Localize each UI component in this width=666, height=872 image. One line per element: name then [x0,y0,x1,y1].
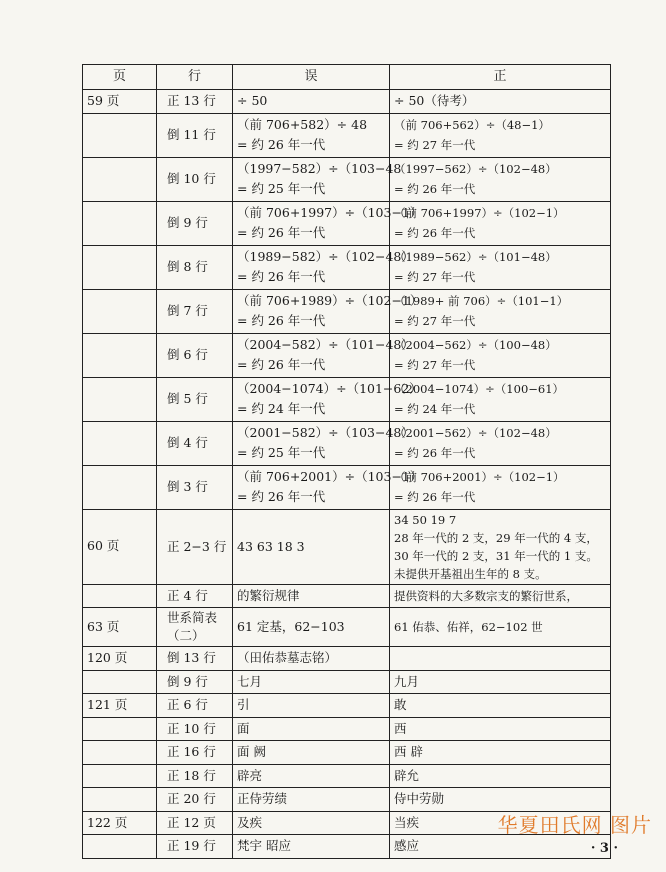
cell-correct [390,509,611,584]
wrong-line: 梵宇 昭应 [237,838,291,853]
cell-correct [390,670,611,694]
cell-line: 倒 7 行 [157,289,233,333]
table-row [83,157,611,201]
cell-page [83,788,157,812]
cell-page: 121 页 [83,694,157,718]
wrong-line: 引 [237,697,250,712]
correct-line: = 约 27 年一代 [394,314,476,328]
cell-page [83,717,157,741]
cell-wrong [233,245,414,289]
correct-line: 61 佑恭、佑祥，62−102 世 [394,619,543,634]
wrong-line: （前 706+2001）÷（103−1） [237,468,423,484]
table-row [83,694,611,718]
table-row [83,670,611,694]
cell-wrong [233,647,390,671]
correct-line: = 约 26 年一代 [394,182,476,196]
cell-correct [390,465,611,509]
cell-line: 正 19 行 [157,835,233,859]
correct-line: = 约 26 年一代 [394,226,476,240]
wrong-line: 及疾 [237,814,263,830]
correct-line: （前 706+562）÷（48−1） [394,117,550,132]
wrong-line: = 约 26 年一代 [237,313,326,328]
wrong-line: （1997−582）÷（103−48 [237,160,402,176]
cell-page [83,333,157,377]
wrong-line: （前 706+1997）÷（103−1） [237,204,423,220]
correct-line: （1989+ 前 706）÷（101−1） [394,293,569,308]
cell-page [83,421,157,465]
cell-page [83,584,157,608]
cell-page [83,157,157,201]
cell-wrong [233,694,390,718]
correct-line: 西 辟 [394,744,423,759]
watermark: 华夏田氏网 图片 [497,813,652,837]
cell-correct [390,741,611,765]
cell-line: 倒 4 行 [157,421,233,465]
cell-correct [390,113,611,157]
wrong-line: （2004−1074）÷（101−62） [237,380,422,396]
table-row [83,289,611,333]
wrong-line: = 约 26 年一代 [237,489,326,504]
wrong-line: 正侍劳绩 [237,791,288,806]
correct-line: 提供资料的大多数宗支的繁衍世系， [394,588,578,603]
correct-line: （前 706+2001）÷（102−1） [394,469,565,484]
cell-wrong [233,717,390,741]
cell-wrong [233,811,390,835]
table-row [83,608,611,647]
cell-wrong [233,608,390,647]
cell-correct [390,694,611,718]
cell-correct [390,764,611,788]
cell-line: 正 2−3 行 [157,509,233,584]
table-row [83,788,611,812]
correct-line: = 约 27 年一代 [394,138,476,152]
cell-page [83,201,157,245]
wrong-line: = 约 26 年一代 [237,357,326,372]
correct-line: = 约 24 年一代 [394,402,476,416]
cell-page [83,377,157,421]
table-row [83,333,611,377]
cell-wrong [233,333,414,377]
table-row [83,584,611,608]
cell-wrong [233,90,390,114]
wrong-line: = 约 26 年一代 [237,137,326,152]
correct-line: 未提供开基祖出生年的 8 支。 [394,566,547,581]
cell-wrong [233,835,390,859]
cell-wrong [233,465,423,509]
correct-line: （前 706+1997）÷（102−1） [394,205,565,220]
table-row [83,465,611,509]
table-row [83,201,611,245]
cell-line: 倒 6 行 [157,333,233,377]
cell-wrong [233,764,390,788]
cell-correct [390,333,611,377]
cell-line: 正 6 行 [157,694,233,718]
cell-correct [390,835,611,859]
cell-page [83,113,157,157]
cell-wrong [233,509,390,584]
wrong-line: = 约 24 年一代 [237,401,326,416]
cell-line: 倒 5 行 [157,377,233,421]
cell-wrong [233,377,422,421]
table-row [83,113,611,157]
wrong-line: 61 定基，62−103 [237,618,345,634]
cell-line: 世系简表（二） [157,608,233,647]
cell-wrong [233,788,390,812]
correct-line: 34 50 19 7 [394,512,457,527]
cell-line: 倒 11 行 [157,113,233,157]
table-row [83,764,611,788]
correct-line: = 约 26 年一代 [394,446,476,460]
cell-correct [390,584,611,608]
cell-correct [390,157,611,201]
correct-line: 当疾 [394,814,420,830]
wrong-line: （1989−582）÷（102−48） [237,248,414,264]
correct-line: 敢 [394,697,407,712]
cell-page: 122 页 [83,811,157,835]
errata-body [83,90,611,859]
wrong-line: 辟亮 [237,767,263,783]
cell-line: 倒 9 行 [157,201,233,245]
wrong-line: 面 阙 [237,744,266,759]
cell-correct [390,245,611,289]
wrong-line: ÷ 50 [237,93,268,108]
cell-wrong [233,157,402,201]
header-page: 页 [83,65,157,90]
table-row [83,717,611,741]
correct-line: 九月 [394,673,420,689]
wrong-line: 面 [237,720,250,736]
table-row [83,245,611,289]
cell-page [83,289,157,333]
page-number: · 3 · [590,841,618,856]
table-row [83,647,611,671]
cell-line: 倒 10 行 [157,157,233,201]
correct-line: （2004−562）÷（100−48） [394,337,557,352]
cell-correct [390,377,611,421]
cell-page: 63 页 [83,608,157,647]
cell-page [83,835,157,859]
cell-page [83,741,157,765]
table-row [83,90,611,114]
correct-line: （1997−562）÷（102−48） [394,161,557,176]
wrong-line: = 约 25 年一代 [237,181,326,196]
cell-wrong [233,201,423,245]
table-row [83,421,611,465]
header-line: 行 [157,65,233,90]
cell-correct [390,421,611,465]
correct-line: = 约 27 年一代 [394,358,476,372]
wrong-line: （2001−582）÷（103−48） [237,424,414,440]
wrong-line: = 约 26 年一代 [237,225,326,240]
cell-page: 59 页 [83,90,157,114]
wrong-line: 43 63 18 3 [237,538,305,554]
cell-correct [390,717,611,741]
wrong-line: 七月 [237,673,263,689]
wrong-line: = 约 26 年一代 [237,269,326,284]
cell-line: 正 12 页 [157,811,233,835]
correct-line: 30 年一代的 2 支，31 年一代的 1 支。 [394,548,598,563]
correct-line: 西 [394,720,407,736]
cell-correct [390,608,611,647]
wrong-line: （前 706+582）÷ 48 [237,116,368,132]
correct-line: （2001−562）÷（102−48） [394,425,557,440]
cell-wrong [233,113,390,157]
cell-line: 倒 13 行 [157,647,233,671]
correct-line: = 约 26 年一代 [394,490,476,504]
cell-line: 倒 8 行 [157,245,233,289]
cell-wrong [233,289,423,333]
correct-line: = 约 27 年一代 [394,270,476,284]
wrong-line: 的繁衍规律 [237,587,300,603]
cell-line: 正 13 行 [157,90,233,114]
cell-wrong [233,584,390,608]
correct-line: 28 年一代的 2 支，29 年一代的 4 支， [394,530,598,545]
header-correct: 正 [390,65,611,90]
header-wrong: 误 [233,65,390,90]
cell-page [83,245,157,289]
cell-line: 倒 9 行 [157,670,233,694]
cell-page: 60 页 [83,509,157,584]
cell-correct [390,647,611,671]
wrong-line: = 约 25 年一代 [237,445,326,460]
cell-wrong [233,670,390,694]
correct-line: （2004−1074）÷（100−61） [394,381,565,396]
cell-page [83,465,157,509]
cell-line: 正 4 行 [157,584,233,608]
cell-wrong [233,741,390,765]
cell-line: 倒 3 行 [157,465,233,509]
errata-table [82,64,611,859]
cell-line: 正 20 行 [157,788,233,812]
cell-page: 120 页 [83,647,157,671]
cell-line: 正 10 行 [157,717,233,741]
correct-line: 侍中劳勋 [394,791,445,806]
wrong-line: （前 706+1989）÷（102−1） [237,292,423,308]
table-row [83,835,611,859]
table-row [83,377,611,421]
header-row [83,65,611,90]
cell-correct [390,201,611,245]
cell-wrong [233,421,414,465]
cell-page [83,670,157,694]
cell-line: 正 16 行 [157,741,233,765]
correct-line: （1989−562）÷（101−48） [394,249,557,264]
correct-line: ÷ 50（待考） [394,93,475,108]
cell-correct [390,90,611,114]
wrong-line: （田佑恭墓志铭） [237,650,338,665]
correct-line: 感应 [394,838,420,853]
table-row [83,741,611,765]
cell-correct [390,788,611,812]
wrong-line: （2004−582）÷（101−48） [237,336,414,352]
correct-line: 辟允 [394,767,420,783]
table-row [83,509,611,584]
cell-correct [390,289,611,333]
cell-page [83,764,157,788]
cell-line: 正 18 行 [157,764,233,788]
